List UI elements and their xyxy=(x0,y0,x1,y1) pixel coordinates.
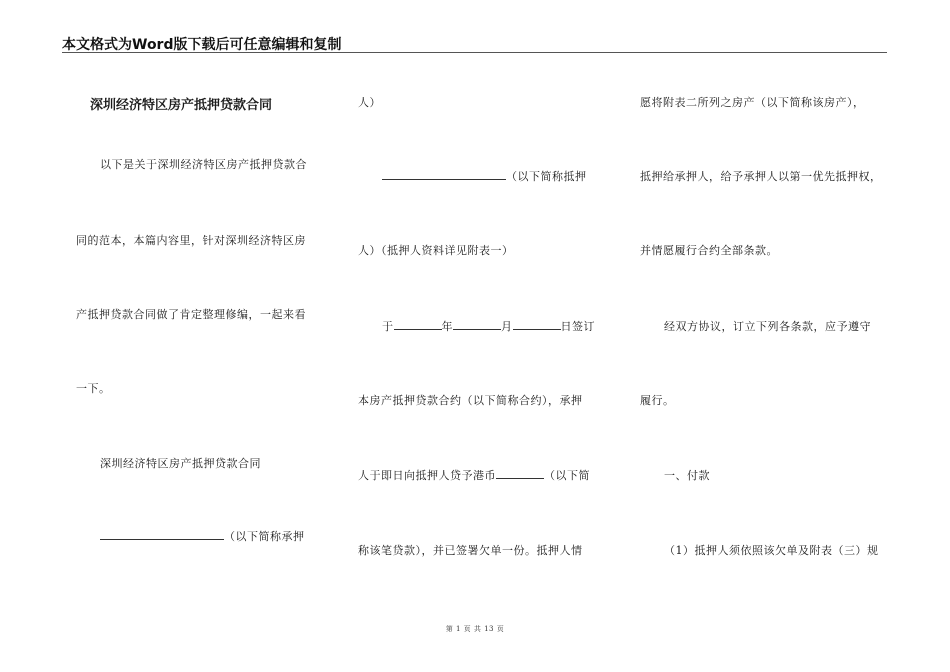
blank-underline xyxy=(382,169,506,180)
paragraph-line: 人） xyxy=(358,96,381,109)
paragraph-line: 抵押给承押人，给予承押人以第一优先抵押权， xyxy=(640,170,882,183)
loan-amount-prefix: 人于即日向抵押人贷予港币 xyxy=(358,469,496,482)
date-prefix: 于 xyxy=(382,320,394,333)
party-a-suffix: （以下简称承押 xyxy=(224,530,305,543)
paragraph-line: 本房产抵押贷款合约（以下简称合约），承押 xyxy=(358,394,583,407)
month-label: 月 xyxy=(501,320,513,333)
party-a-line xyxy=(100,528,305,544)
page-header-title: 本文格式为Word版下载后可任意编辑和复制 xyxy=(62,37,342,53)
loan-amount-suffix: （以下简 xyxy=(544,469,590,482)
paragraph-line: 称该笔贷款），并已签署欠单一份。抵押人情 xyxy=(358,544,583,557)
page-number-footer: 第 1 页 共 13 页 xyxy=(445,625,505,633)
section-heading: 一、付款 xyxy=(664,469,710,482)
paragraph-line: 经双方协议，订立下列各条款，应予遵守 xyxy=(664,320,871,333)
party-b-suffix: （以下简称抵押 xyxy=(506,170,587,183)
paragraph-line: 产抵押贷款合同做了肯定整理修编，一起来看 xyxy=(76,308,306,321)
day-label: 日签订 xyxy=(560,320,595,333)
party-b-line xyxy=(382,168,587,184)
paragraph-line: 并情愿履行合约全部条款。 xyxy=(640,244,778,257)
contract-subtitle: 深圳经济特区房产抵押贷款合同 xyxy=(100,457,261,470)
paragraph-line: （1）抵押人须依照该欠单及附表（三）规 xyxy=(664,544,879,557)
paragraph-line: 履行。 xyxy=(640,394,675,407)
amount-blank xyxy=(496,468,544,479)
date-line xyxy=(382,318,595,334)
document-title: 深圳经济特区房产抵押贷款合同 xyxy=(90,98,273,113)
paragraph-line: 同的范本，本篇内容里，针对深圳经济特区房 xyxy=(76,234,306,247)
paragraph-line: 人）（抵押人资料详见附表一） xyxy=(358,244,514,257)
header-divider xyxy=(62,52,887,53)
blank-underline xyxy=(100,529,224,540)
paragraph-line: 愿将附表二所列之房产（以下简称该房产）， xyxy=(640,96,865,109)
paragraph-line: 以下是关于深圳经济特区房产抵押贷款合 xyxy=(100,158,307,171)
day-blank xyxy=(513,319,561,330)
year-blank xyxy=(394,319,442,330)
loan-amount-line xyxy=(358,467,590,483)
month-blank xyxy=(453,319,501,330)
year-label: 年 xyxy=(441,320,453,333)
paragraph-line: 一下。 xyxy=(76,382,111,395)
